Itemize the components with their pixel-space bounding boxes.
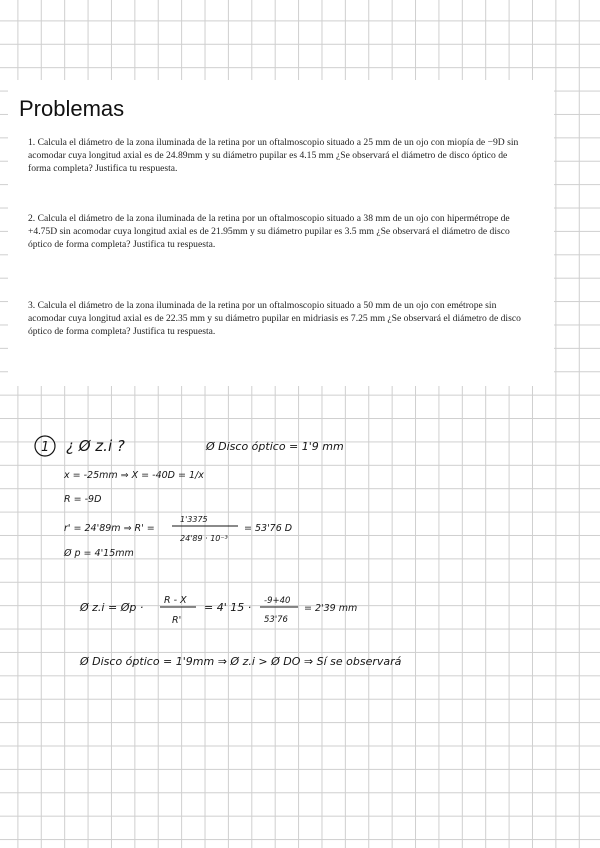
zi-mid: = 4' 15 · <box>204 601 252 614</box>
rp-line: r' = 24'89m ⇒ R' = <box>64 523 155 534</box>
zi-fraction2-denominator: 53'76 <box>264 615 288 625</box>
rp-fraction-numerator: 1'3375 <box>180 515 208 524</box>
problem-2: 2. Calcula el diámetro de la zona iluminada de la retina por un oftalmoscopio situado a 38 mm de un ojo con hipermétrope de +4.75D sin acomodar cuya longitud axial es de 21.95mm y su diámetro pupilar es 3.5 mm ¿Se observará el diámetro de disco óptico de forma completa? Justifica tu respuesta. <box>28 213 510 250</box>
rp-result: = 53'76 D <box>244 523 293 534</box>
zi-fraction1-numerator: R - X <box>164 595 187 606</box>
rp-fraction-denominator: 24'89 · 10⁻³ <box>180 534 228 543</box>
problem-1: 1. Calcula el diámetro de la zona iluminada de la retina por un oftalmoscopio situado a 25 mm de un ojo con miopía de −9D sin acomodar cuya longitud axial es de 24.89mm y su diámetro pupilar es 4.15 mm ¿Se observará el diámetro de disco óptico de forma completa? Justifica tu respuesta. <box>28 137 519 174</box>
disc-given: Ø Disco óptico = 1'9 mm <box>206 440 344 453</box>
r-line: R = -9D <box>64 494 102 505</box>
circled-number: 1 <box>41 440 50 455</box>
question-text: ¿ Ø z.i ? <box>66 437 125 455</box>
pupil-line: Ø p = 4'15mm <box>64 548 134 559</box>
zi-fraction1-denominator: R' <box>172 615 182 626</box>
x-line: x = -25mm ⇒ X = -40D = 1/x <box>64 470 204 481</box>
page-title: Problemas <box>19 96 125 121</box>
problem-3: 3. Calcula el diámetro de la zona iluminada de la retina por un oftalmoscopio situado a 50 mm de un ojo con emétrope sin acomodar cuya longitud axial es de 22.35 mm y su diámetro pupilar en midriasis es 7.25 mm ¿Se observará el diámetro de disco óptico de forma completa? Justifica tu respuesta. <box>28 300 521 337</box>
zi-result: = 2'39 mm <box>304 603 358 614</box>
zi-left: Ø z.i = Øp · <box>80 601 144 614</box>
conclusion-line: Ø Disco óptico = 1'9mm ⇒ Ø z.i > Ø DO ⇒ Sí se observará <box>80 655 402 668</box>
zi-fraction2-numerator: -9+40 <box>264 596 291 606</box>
